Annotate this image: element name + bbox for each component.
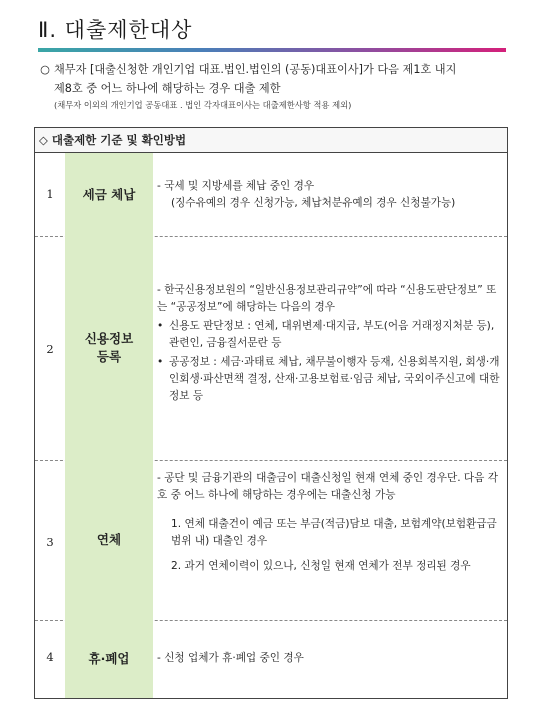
row-description — [157, 282, 503, 405]
intro-line-1 — [36, 60, 512, 79]
restriction-table — [34, 127, 508, 699]
dot-bullet-icon: • — [157, 320, 164, 332]
desc-line: (징수유예의 경우 신청가능, 체납처분유예의 경우 신청불가능) — [171, 197, 456, 209]
row-number: 1 — [46, 187, 54, 201]
category-label: 연체 — [96, 532, 122, 547]
list-item: • 신용도 판단정보 : 연체, 대위변제·대지급, 부도(어음 거래정지처분 등), 관련인, 금융질서문란 등 — [157, 318, 503, 352]
row-number: 2 — [46, 342, 54, 356]
table-row — [35, 620, 507, 698]
row-category — [65, 153, 153, 236]
row-number: 4 — [46, 650, 54, 664]
list-item: • 공공정보 : 세금·과태료 체납, 채무불이행자 등재, 신용회복지원, 회생·개인회생·파산면책 결정, 산재·고용보험료·임금 체납, 국외이주신고에 대한 정보 등 — [157, 354, 503, 405]
intro-note: (채무자 이외의 개인기업 공동대표 . 법인 각자대표이사는 대출제한사항 적용 제외) — [54, 100, 352, 110]
desc-line: - 신청 업체가 휴·폐업 중인 경우 — [157, 652, 304, 664]
desc-line: - 국세 및 지방세를 체납 중인 경우 — [157, 180, 315, 192]
table-row — [35, 153, 507, 237]
row-number: 3 — [46, 535, 54, 549]
table-header: ◇ 대출제한 기준 및 확인방법 — [35, 128, 507, 153]
desc-intro: - 공단 및 금융기관의 대출금이 대출신청일 현재 연체 중인 경우단. 다음 각 호 중 어느 하나에 해당하는 경우에는 대출신청 가능 — [157, 472, 499, 501]
row-description — [157, 178, 503, 212]
circle-bullet-icon: ○ — [40, 63, 50, 76]
row-description — [157, 650, 503, 667]
list-item: 2. 과거 연체이력이 있으나, 신청일 현재 연체가 전부 정리된 경우 — [171, 560, 471, 572]
category-label: 세금 체납 — [82, 186, 136, 202]
table-row — [35, 460, 507, 621]
row-category — [65, 460, 153, 620]
dot-bullet-icon: • — [157, 356, 164, 368]
category-label: 휴·폐업 — [88, 651, 130, 666]
row-category — [65, 236, 153, 460]
row-category — [65, 620, 153, 698]
title-underline — [38, 48, 506, 52]
row-description — [157, 470, 503, 575]
list-item: 1. 연체 대출건이 예금 또는 부금(적금)담보 대출, 보험계약(보험환급금 범위 내) 대출인 경우 — [171, 518, 497, 547]
intro-text-1: 채무자 [대출신청한 개인기업 대표.법인.법인의 (공동)대표이사]가 다음 제1호 내지 — [54, 63, 457, 76]
intro-line-2: 제8호 중 어느 하나에 해당하는 경우 대출 제한 — [54, 82, 281, 95]
desc-intro: - 한국신용정보원의 “일반신용정보관리규약”에 따라 “신용도판단정보” 또는 “공공정보”에 해당하는 다음의 경우 — [157, 284, 497, 313]
intro-paragraph — [36, 60, 512, 112]
table-row — [35, 236, 507, 461]
section-title: Ⅱ. 대출제한대상 — [38, 18, 193, 42]
category-label: 신용정보 등록 — [84, 331, 134, 364]
